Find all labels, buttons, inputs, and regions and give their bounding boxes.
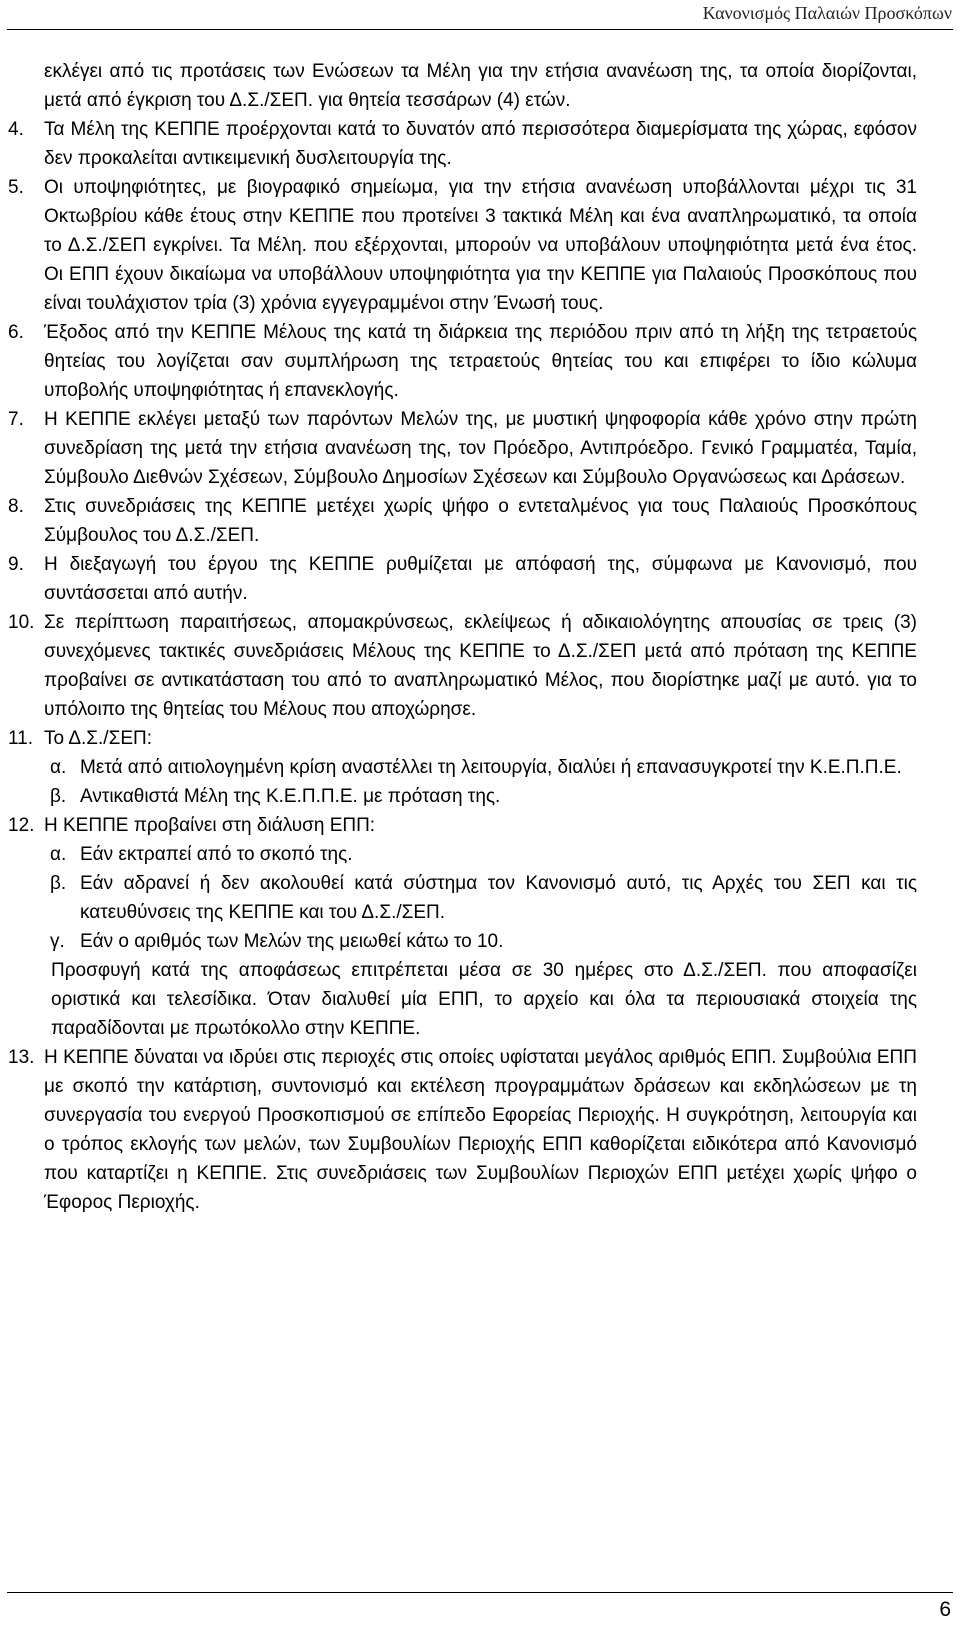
item-number: 4. — [8, 119, 24, 140]
list-item-7 — [8, 405, 917, 492]
sub-item-text: Εάν αδρανεί ή δεν ακολουθεί κατά σύστημα τον Κανονισμό αυτό, τις Αρχές του ΣΕΠ και τις κατευθύνσεις της ΚΕΠΠΕ και του Δ.Σ./ΣΕΠ. — [80, 873, 917, 923]
sub-item-a — [44, 753, 917, 782]
list-item-4 — [8, 115, 917, 173]
list-item-6 — [8, 318, 917, 405]
sub-item-b — [44, 782, 917, 811]
list-item-12 — [8, 811, 917, 1043]
list-item-13 — [8, 1043, 917, 1217]
item-number: 5. — [8, 177, 24, 198]
item-text: Σε περίπτωση παραιτήσεως, απομακρύνσεως, εκλείψεως ή αδικαιολόγητης απουσίας σε τρεις (3) συνεχόμενες τακτικές συνεδριάσεις Μέλους της ΚΕΠΠΕ το Δ.Σ./ΣΕΠ μετά από πρόταση της ΚΕΠΠΕ προβαίνει σε αντικατάσταση του από το αναπληρωματικό Μέλος, που διορίστηκε μαζί με αυτό. για το υπόλοιπο της θητείας του Μέλους που αποχώρησε. — [44, 612, 917, 720]
footer-rule — [7, 1592, 953, 1593]
item-text: Η ΚΕΠΠΕ προβαίνει στη διάλυση ΕΠΠ: — [44, 815, 376, 836]
item-number: 9. — [8, 554, 24, 575]
item-text: Η ΚΕΠΠΕ δύναται να ιδρύει στις περιοχές στις οποίες υφίσταται μεγάλος αριθμός ΕΠΠ. Συμβούλια ΕΠΠ με σκοπό την κατάρτιση, συντονισμό και εκτέλεση προγραμμάτων δράσεων και εκδηλώσεων με τη συνεργασία του ενεργού Προσκοπισμού σε επίπεδο Εφορείας Περιοχής. Η συγκρότηση, λειτουργία και ο τρόπος εκλογής των μελών, των Συμβουλίων Περιοχής ΕΠΠ καθορίζεται ειδικότερα από Κανονισμό που καταρτίζει η ΚΕΠΠΕ. Στις συνεδριάσεις των Συμβουλίων Περιοχών ΕΠΠ μετέχει χωρίς ψήφο ο Έφορος Περιοχής. — [44, 1047, 917, 1213]
item-text: Η ΚΕΠΠΕ εκλέγει μεταξύ των παρόντων Μελών της, με μυστική ψηφοφορία κάθε χρόνο στην πρώτη συνεδρίαση της μετά την ετήσια ανανέωση της, τον Πρόεδρο, Αντιπρόεδρο. Γενικό Γραμματέα, Ταμία, Σύμβουλο Διεθνών Σχέσεων, Σύμβουλο Δημοσίων Σχέσεων και Σύμβουλο Οργανώσεως και Δράσεων. — [44, 409, 917, 488]
list-item-5 — [8, 173, 917, 318]
running-header: Κανονισμός Παλαιών Προσκόπων — [702, 3, 952, 23]
sub-item-letter: β. — [50, 873, 67, 894]
sub-item-b — [44, 869, 917, 927]
item-text: Οι υποψηφιότητες, με βιογραφικό σημείωμα, για την ετήσια ανανέωση υποβάλλονται μέχρι τις 31 Οκτωβρίου κάθε έτους στην ΚΕΠΠΕ που προτείνει 3 τακτικά Μέλη και ένα αναπληρωματικό, τα οποία το Δ.Σ./ΣΕΠ εγκρίνει. Τα Μέλη. που εξέρχονται, μπορούν να υποβάλουν υποψηφιότητα μετά ένα έτος. Οι ΕΠΠ έχουν δικαίωμα να υποβάλλουν υποψηφιότητα για την ΚΕΠΠΕ για Παλαιούς Προσκόπους που είναι τουλάχιστον τρία (3) χρόνια εγγεγραμμένοι στην Ένωσή τους. — [44, 177, 917, 314]
intro-paragraph: εκλέγει από τις προτάσεις των Ενώσεων τα Μέλη για την ετήσια ανανέωση της, τα οποία διορίζονται, μετά από έγκριση του Δ.Σ./ΣΕΠ. για θητεία τεσσάρων (4) ετών. — [44, 61, 917, 111]
item-text: Η διεξαγωγή του έργου της ΚΕΠΠΕ ρυθμίζεται με απόφασή της, σύμφωνα με Κανονισμό, που συντάσσεται από αυτήν. — [44, 554, 917, 604]
sub-item-text: Αντικαθιστά Μέλη της Κ.Ε.Π.Π.Ε. με πρόταση της. — [80, 786, 501, 807]
sub-item-text: Εάν ο αριθμός των Μελών της μειωθεί κάτω το 10. — [80, 931, 504, 952]
sub-item-a — [44, 840, 917, 869]
document-body — [8, 57, 917, 1217]
item-number: 11. — [8, 728, 34, 749]
item-text: Στις συνεδριάσεις της ΚΕΠΠΕ μετέχει χωρίς ψήφο ο εντεταλμένος για τους Παλαιούς Προσκόπους Σύμβουλος του Δ.Σ./ΣΕΠ. — [44, 496, 917, 546]
sub-item-text: Μετά από αιτιολογημένη κρίση αναστέλλει τη λειτουργία, διαλύει ή επανασυγκροτεί την Κ.Ε.Π.Π.Ε. — [80, 757, 902, 778]
item-text: Έξοδος από την ΚΕΠΠΕ Μέλους της κατά τη διάρκεια της περιόδου πριν από τη λήξη της τετραετούς θητείας του λογίζεται σαν συμπλήρωση της τετραετούς θητείας του και επιφέρει το ίδιο κώλυμα υποβολής υποψηφιότητας ή επανεκλογής. — [44, 322, 917, 401]
item-number: 6. — [8, 322, 24, 343]
header-rule — [7, 29, 953, 30]
item-number: 7. — [8, 409, 24, 430]
list-item-11 — [8, 724, 917, 811]
list-item-10 — [8, 608, 917, 724]
sub-item-letter: α. — [50, 757, 67, 778]
page-number: 6 — [939, 1598, 951, 1621]
list-item-9 — [8, 550, 917, 608]
item-number: 12. — [8, 815, 35, 836]
sub-item-letter: α. — [50, 844, 67, 865]
item-number: 13. — [8, 1047, 35, 1068]
appeal-note: Προσφυγή κατά της αποφάσεως επιτρέπεται μέσα σε 30 ημέρες στο Δ.Σ./ΣΕΠ. που αποφασίζει οριστικά και τελεσίδικα. Όταν διαλυθεί μία ΕΠΠ, το αρχείο και όλα τα περιουσιακά στοιχεία της παραδίδονται με πρωτόκολλο στην ΚΕΠΠΕ. — [51, 960, 917, 1039]
item-number: 8. — [8, 496, 24, 517]
sub-item-letter: β. — [50, 786, 67, 807]
sub-item-text: Εάν εκτραπεί από το σκοπό της. — [80, 844, 353, 865]
sub-item-c — [44, 927, 917, 956]
list-item-8 — [8, 492, 917, 550]
item-number: 10. — [8, 612, 35, 633]
item-text: Τα Μέλη της ΚΕΠΠΕ προέρχονται κατά το δυνατόν από περισσότερα διαμερίσματα της χώρας, εφόσον δεν προκαλείται αντικειμενική δυσλειτουργία της. — [44, 119, 917, 169]
item-text: Το Δ.Σ./ΣΕΠ: — [44, 728, 153, 749]
sub-item-letter: γ. — [50, 931, 65, 952]
